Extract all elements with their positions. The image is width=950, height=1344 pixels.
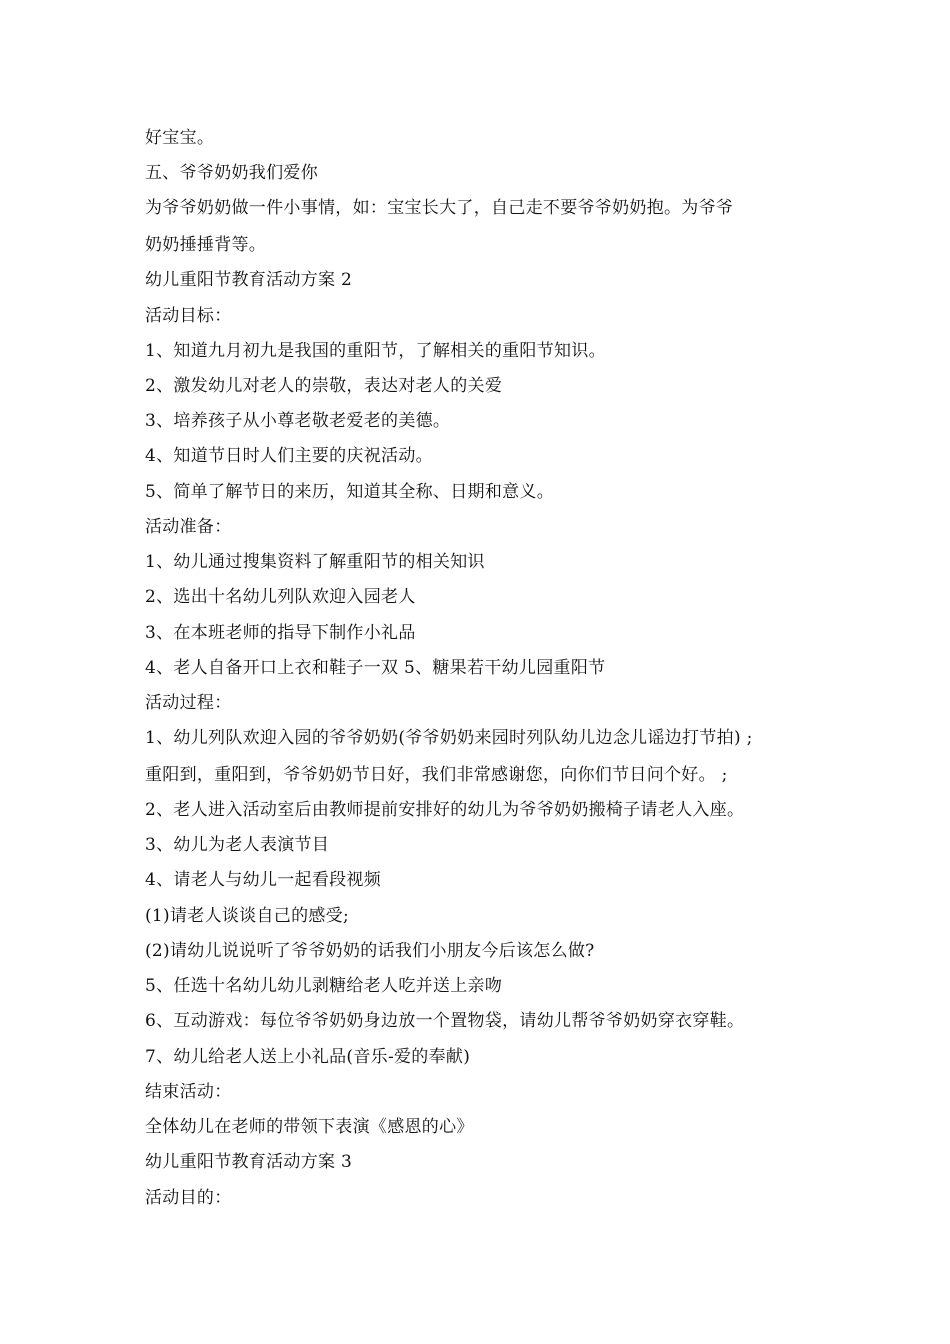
plan-title: 幼儿重阳节教育活动方案 2	[145, 270, 353, 290]
text-line: 为爷爷奶奶做一件小事情，如：宝宝长大了，自己走不要爷爷奶奶抱。为爷爷	[145, 198, 734, 218]
section-heading: 活动准备：	[145, 517, 232, 537]
section-heading: 活动目的：	[145, 1188, 232, 1208]
list-item: 1、幼儿通过搜集资料了解重阳节的相关知识	[145, 552, 485, 572]
list-item: 1、知道九月初九是我国的重阳节，了解相关的重阳节知识。	[145, 341, 606, 361]
list-item: 1、幼儿列队欢迎入园的爷爷奶奶(爷爷奶奶来园时列队幼儿边念儿谣边打节拍) ;	[145, 728, 753, 748]
list-item: 5、简单了解节日的来历，知道其全称、日期和意义。	[145, 482, 555, 502]
list-item: 5、任选十名幼儿幼儿剥糖给老人吃并送上亲吻	[145, 976, 503, 996]
section-heading: 活动过程：	[145, 693, 232, 713]
section-heading: 五、爷爷奶奶我们爱你	[145, 163, 318, 183]
list-item: 7、幼儿给老人送上小礼品(音乐-爱的奉献)	[145, 1047, 471, 1067]
text-line: 奶奶捶捶背等。	[145, 235, 267, 255]
list-item: 3、在本班老师的指导下制作小礼品	[145, 623, 416, 643]
list-item: (1)请老人谈谈自己的感受;	[145, 906, 350, 926]
list-item: 2、选出十名幼儿列队欢迎入园老人	[145, 587, 416, 607]
list-item: (2)请幼儿说说听了爷爷奶奶的话我们小朋友今后该怎么做?	[145, 941, 595, 961]
list-item: 3、幼儿为老人表演节目	[145, 835, 330, 855]
list-item: 3、培养孩子从小尊老敬老爱老的美德。	[145, 411, 451, 431]
plan-title: 幼儿重阳节教育活动方案 3	[145, 1152, 353, 1172]
list-item: 2、激发幼儿对老人的崇敬，表达对老人的关爱	[145, 376, 503, 396]
text-line: 好宝宝。	[145, 128, 215, 148]
text-line: 重阳到，重阳到，爷爷奶奶节日好，我们非常感谢您，向你们节日问个好。 ;	[145, 765, 728, 785]
text-line: 全体幼儿在老师的带领下表演《感恩的心》	[145, 1117, 474, 1137]
list-item: 6、互动游戏：每位爷爷奶奶身边放一个置物袋，请幼儿帮爷爷奶奶穿衣穿鞋。	[145, 1011, 745, 1031]
section-heading: 活动目标：	[145, 306, 232, 326]
list-item: 4、请老人与幼儿一起看段视频	[145, 870, 382, 890]
list-item: 4、知道节日时人们主要的庆祝活动。	[145, 446, 433, 466]
list-item: 2、老人进入活动室后由教师提前安排好的幼儿为爷爷奶奶搬椅子请老人入座。	[145, 800, 745, 820]
section-heading: 结束活动：	[145, 1082, 232, 1102]
list-item: 4、老人自备开口上衣和鞋子一双 5、糖果若干幼儿园重阳节	[145, 658, 606, 678]
